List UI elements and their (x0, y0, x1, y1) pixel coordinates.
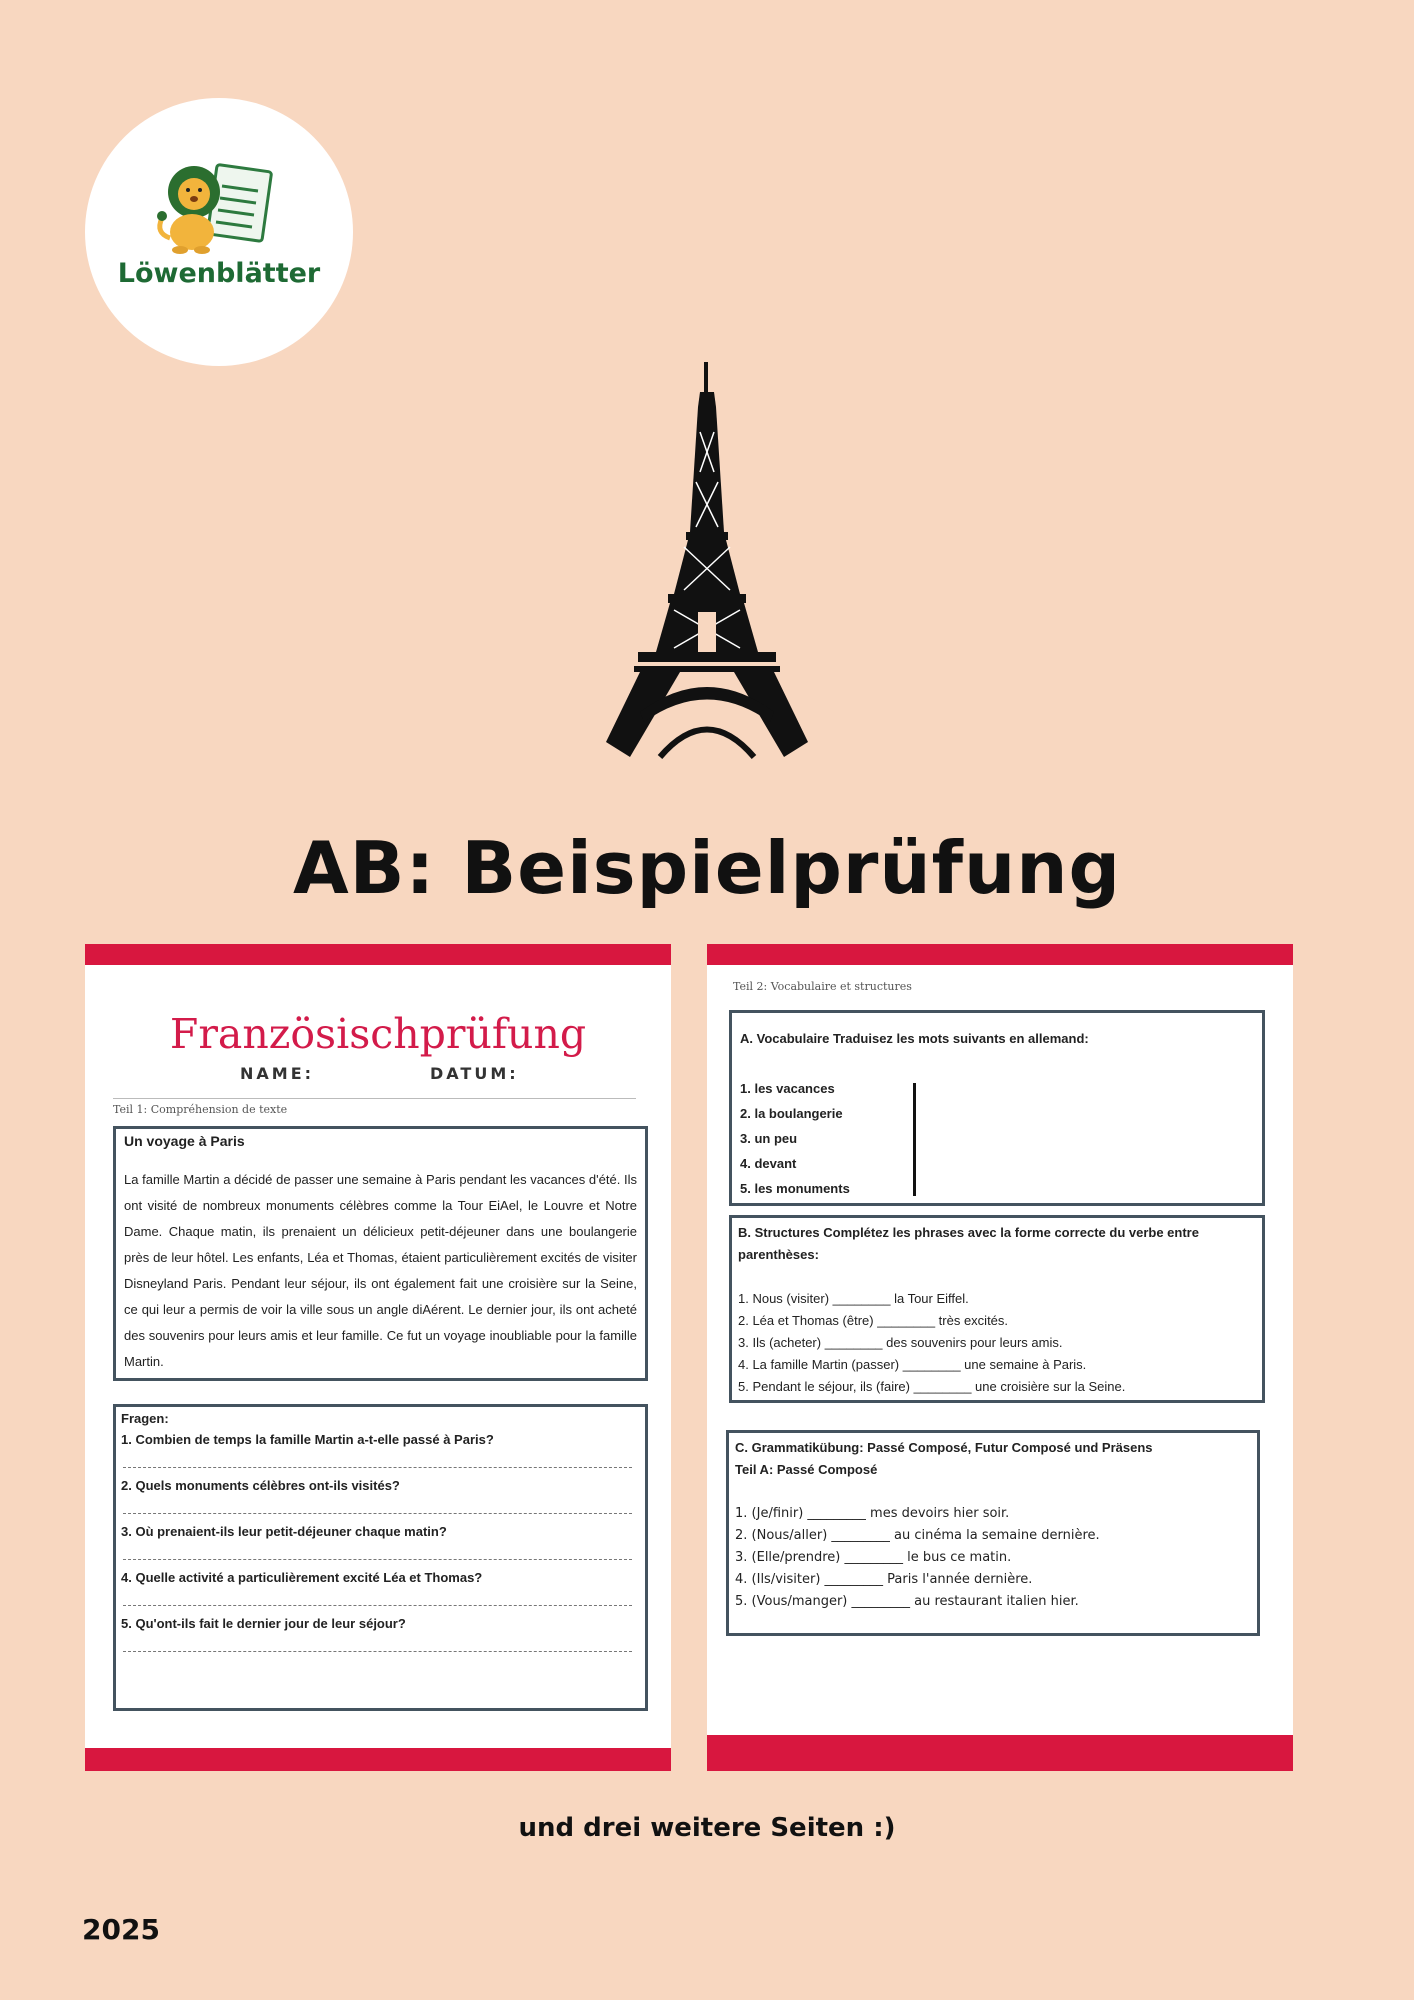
questions-heading: Fragen: (121, 1411, 169, 1426)
grammar-subheading: Teil A: Passé Composé (735, 1462, 878, 1477)
page-title: AB: Beispielprüfung (292, 826, 1122, 910)
vocab-heading: A. Vocabulaire Traduisez les mots suivants en allemand: (740, 1031, 1089, 1046)
vocab-box (729, 1010, 1265, 1206)
logo-text: Löwenblätter (117, 258, 321, 289)
divider (113, 1098, 636, 1099)
eiffel-tower-icon (600, 362, 814, 782)
structures-heading: B. Structures Complétez les phrases avec la forme correcte du verbe entre parenthèses: (738, 1225, 1199, 1262)
reading-text: La famille Martin a décidé de passer une semaine à Paris pendant les vacances d'été. Ils ont visité de nombreux monuments célèbres comme la Tour EiAel, le Louvre et Notre Dame. Chaque matin, ils prenaient un délicieux petit-déjeuner dans une boulangerie près de leur hôtel. Les enfants, Léa et Thomas, étaient particulièrement excités de visiter Disneyland Paris. Pendant leur séjour, ils ont également fait une croisière sur la Seine, ce qui leur a permis de voir la ville sous un angle diAérent. Le dernier jour, ils ont acheté des souvenirs pour leurs amis et leur famille. Ce fut un voyage inoubliable pour la famille Martin. (124, 1172, 637, 1369)
reading-heading: Un voyage à Paris (124, 1133, 245, 1149)
question-item: 3. Où prenaient-ils leur petit-déjeuner chaque matin? (121, 1524, 447, 1539)
structures-box (729, 1215, 1265, 1403)
vocab-item: 2. la boulangerie (740, 1106, 843, 1121)
vocab-divider (913, 1083, 916, 1196)
lion-mascot-icon (150, 158, 290, 258)
vocab-item: 1. les vacances (740, 1081, 835, 1096)
name-label: NAME: (240, 1064, 315, 1083)
grammar-item: 5. (Vous/manger) _________ au restaurant italien hier. (735, 1594, 1079, 1609)
question-item: 4. Quelle activité a particulièrement excité Léa et Thomas? (121, 1570, 483, 1585)
question-item: 1. Combien de temps la famille Martin a-t-elle passé à Paris? (121, 1432, 494, 1447)
structure-item: 1. Nous (visiter) ________ la Tour Eiffel. (738, 1291, 969, 1306)
answer-line (123, 1605, 632, 1606)
logo-badge (85, 98, 353, 366)
year-label: 2025 (82, 1913, 160, 1946)
page-band-bottom (707, 1735, 1293, 1771)
grammar-item: 3. (Elle/prendre) _________ le bus ce matin. (735, 1550, 1012, 1565)
page-band-top (85, 944, 671, 965)
answer-line (123, 1559, 632, 1560)
worksheet-page-2 (707, 944, 1293, 1771)
page-band-bottom (85, 1748, 671, 1771)
structure-item: 4. La famille Martin (passer) ________ une semaine à Paris. (738, 1357, 1087, 1372)
structure-item: 3. Ils (acheter) ________ des souvenirs pour leurs amis. (738, 1335, 1063, 1350)
grammar-heading: C. Grammatikübung: Passé Composé, Futur Composé und Präsens (735, 1440, 1153, 1455)
grammar-item: 2. (Nous/aller) _________ au cinéma la semaine dernière. (735, 1528, 1100, 1543)
worksheet-page-1 (85, 944, 671, 1771)
answer-line (123, 1513, 632, 1514)
date-label: DATUM: (430, 1064, 519, 1083)
page-band-top (707, 944, 1293, 965)
grammar-item: 4. (Ils/visiter) _________ Paris l'année dernière. (735, 1572, 1033, 1587)
questions-box (113, 1404, 648, 1711)
footer-note: und drei weitere Seiten :) (518, 1813, 896, 1843)
grammar-box (726, 1430, 1260, 1636)
vocab-item: 5. les monuments (740, 1181, 850, 1196)
structure-item: 5. Pendant le séjour, ils (faire) ________ une croisière sur la Seine. (738, 1379, 1126, 1394)
section-label: Teil 1: Compréhension de texte (113, 1103, 288, 1116)
question-item: 5. Qu'ont-ils fait le dernier jour de leur séjour? (121, 1616, 406, 1631)
answer-line (123, 1651, 632, 1652)
reading-box (113, 1126, 648, 1381)
grammar-item: 1. (Je/finir) _________ mes devoirs hier soir. (735, 1506, 1010, 1521)
vocab-item: 4. devant (740, 1156, 797, 1171)
structure-item: 2. Léa et Thomas (être) ________ très excités. (738, 1313, 1009, 1328)
exam-title: Französischprüfung (169, 1010, 587, 1058)
section-label: Teil 2: Vocabulaire et structures (733, 980, 912, 993)
question-item: 2. Quels monuments célèbres ont-ils visités? (121, 1478, 400, 1493)
vocab-item: 3. un peu (740, 1131, 798, 1146)
answer-line (123, 1467, 632, 1468)
